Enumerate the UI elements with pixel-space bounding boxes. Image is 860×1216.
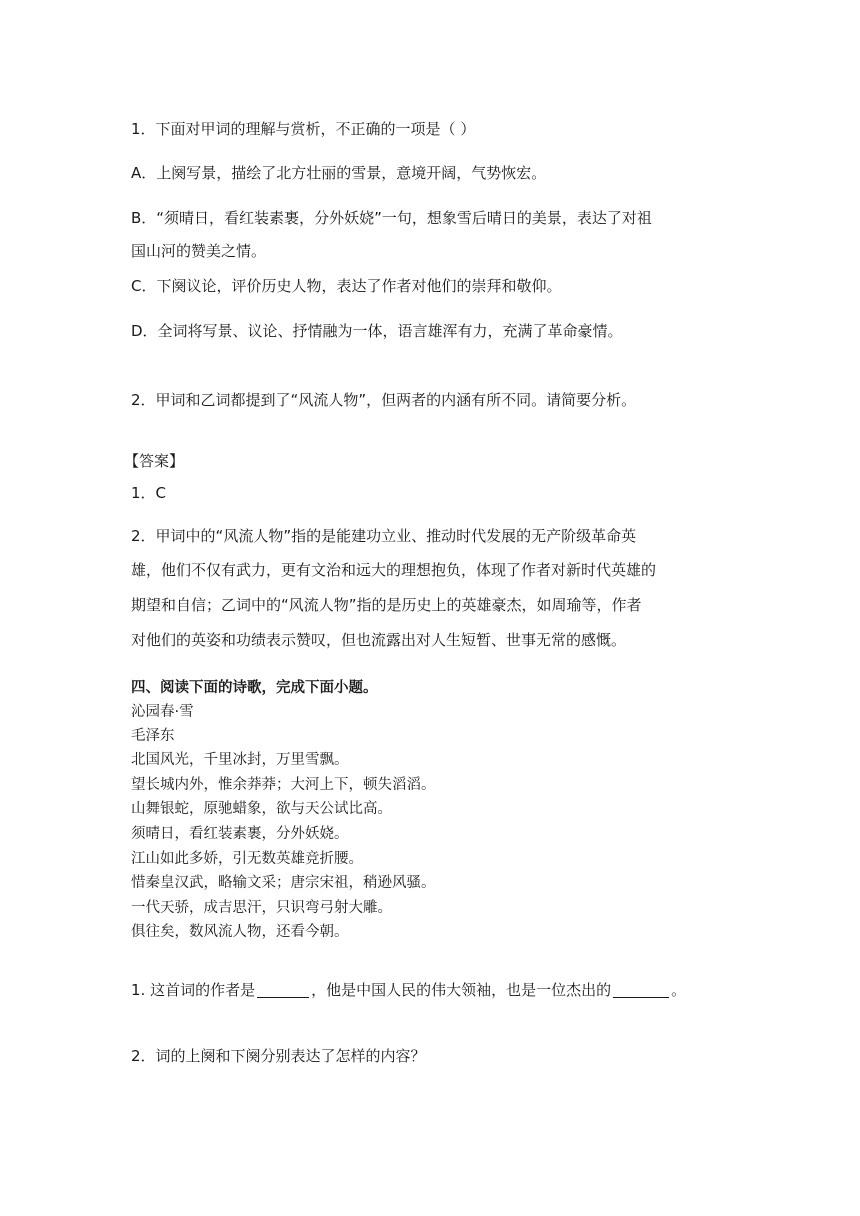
answer-2-line-4: 对他们的英姿和功绩表示赞叹，但也流露出对人生短暂、世事无常的感慨。	[131, 631, 627, 649]
question-2-content: 2．词的上阕和下阕分别表达了怎样的内容？	[131, 1047, 426, 1065]
option-c: C．下阕议论，评价历史人物，表达了作者对他们的崇拜和敬仰。	[131, 277, 562, 295]
answer-heading: 【答案】	[124, 452, 185, 470]
option-d: D．全词将写景、议论、抒情融为一体，语言雄浑有力，充满了革命豪情。	[131, 322, 623, 340]
poem-title: 沁园春·雪	[131, 704, 194, 720]
poem-author: 毛泽东	[131, 728, 175, 744]
poem-line: 北国风光，千里冰封，万里雪飘。	[131, 752, 349, 768]
poem-line: 一代天骄，成吉思汗，只识弯弓射大雕。	[131, 900, 392, 916]
answer-blank-identity[interactable]	[613, 982, 669, 998]
answer-2-line-2: 雄，他们不仅有武力，更有文治和远大的理想抱负，体现了作者对新时代英雄的	[131, 561, 657, 579]
poem-line: 江山如此多娇，引无数英雄竞折腰。	[131, 851, 363, 867]
poem-line: 惜秦皇汉武，略输文采；唐宗宋祖，稍逊风骚。	[131, 875, 436, 891]
answer-blank-author[interactable]	[257, 982, 309, 998]
poem-line: 俱往矣，数风流人物，还看今朝。	[131, 924, 349, 940]
answer-2-line-1: 2．甲词中的“风流人物”指的是能建功立业、推动时代发展的无产阶级革命英	[131, 527, 637, 545]
question-2: 2．甲词和乙词都提到了“风流人物”，但两者的内涵有所不同。请简要分析。	[131, 391, 637, 409]
poem-line: 须晴日，看红装素裹，分外妖娆。	[131, 826, 349, 842]
question-1-stem: 1．下面对甲词的理解与赏析，不正确的一项是（ ）	[131, 120, 476, 138]
question-1-text-b: ，他是中国人民的伟大领袖，也是一位杰出的	[311, 981, 612, 999]
poem-line: 望长城内外，惟余莽莽；大河上下，顿失滔滔。	[131, 777, 436, 793]
question-1-text-a: 1. 这首词的作者是	[131, 981, 256, 999]
answer-2-line-3: 期望和自信；乙词中的“风流人物”指的是历史上的英雄豪杰，如周瑜等，作者	[131, 596, 642, 614]
answer-1: 1．C	[131, 484, 167, 502]
option-a: A．上阕写景，描绘了北方壮丽的雪景，意境开阔，气势恢宏。	[131, 164, 547, 182]
question-1-text-c: 。	[671, 981, 687, 999]
fill-in-question-1	[131, 975, 731, 1005]
option-b-line-1: B．“须晴日，看红装素裹，分外妖娆”一句，想象雪后晴日的美景，表达了对祖	[131, 209, 652, 227]
section-4-heading: 四、阅读下面的诗歌，完成下面小题。	[131, 680, 378, 696]
option-b-line-2: 国山河的赞美之情。	[131, 242, 267, 260]
poem-line: 山舞银蛇，原驰蜡象，欲与天公试比高。	[131, 801, 392, 817]
